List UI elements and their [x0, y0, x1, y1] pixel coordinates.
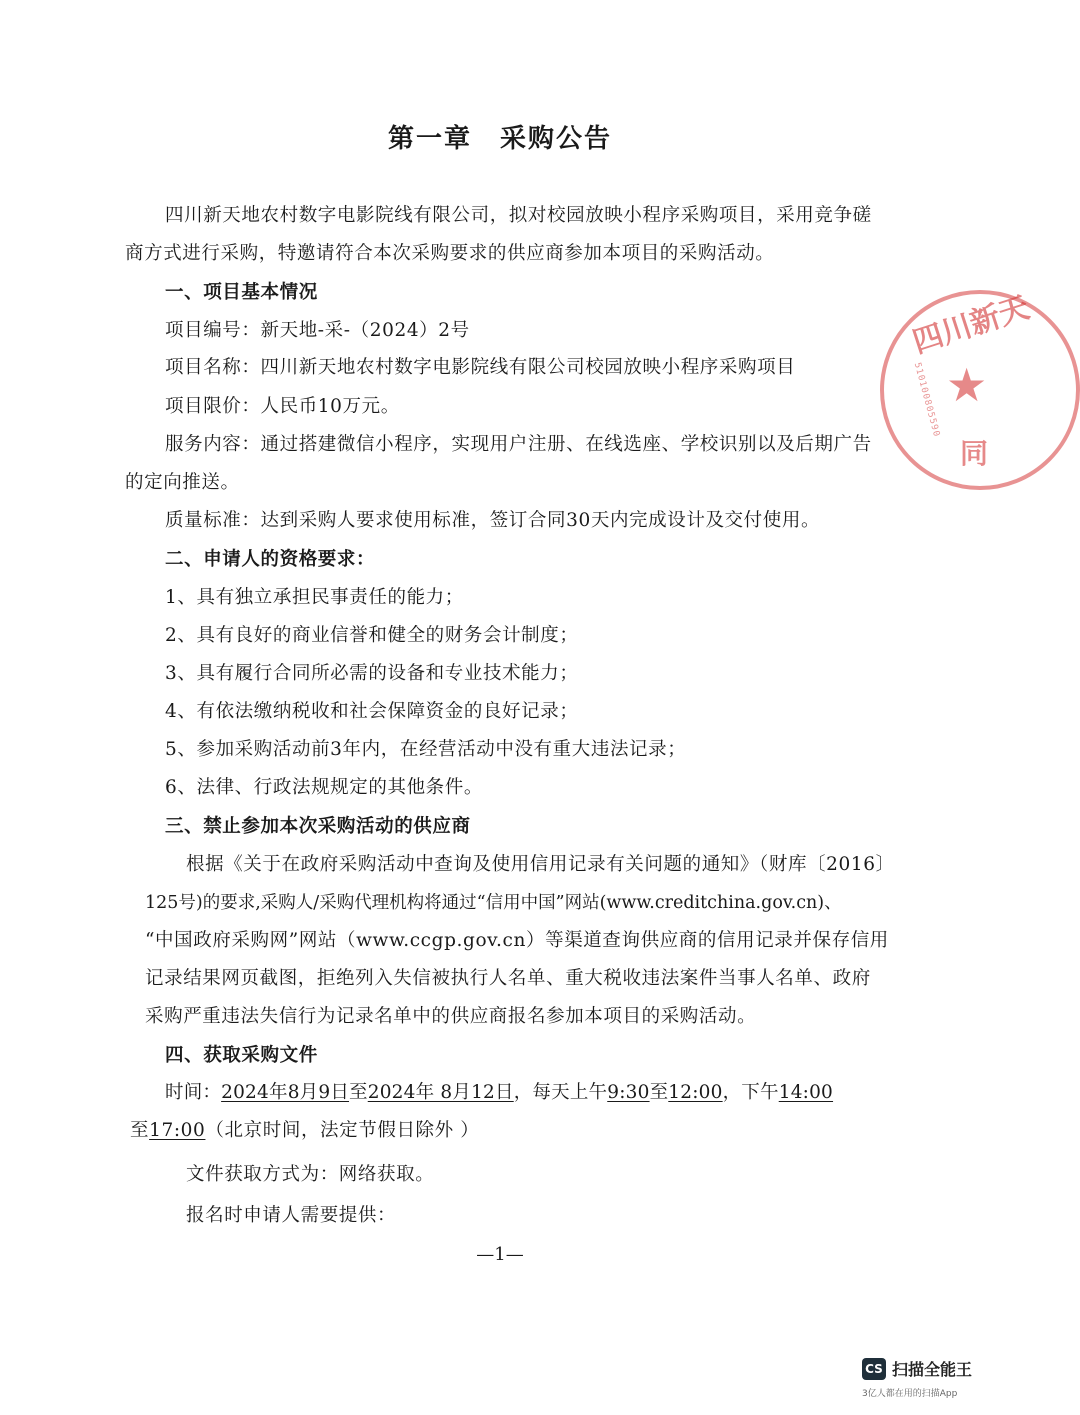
- pm-end: 17:00: [149, 1120, 206, 1141]
- quality-standard: 质量标准：达到采购人要求使用标准，签订合同30天内完成设计及交付使用。: [165, 510, 821, 531]
- camscanner-logo-icon: CS: [862, 1358, 886, 1380]
- seal-star-icon: ★: [946, 358, 988, 412]
- to-2: 至: [649, 1082, 669, 1103]
- date-start: 2024年8月9日: [221, 1082, 350, 1103]
- section-3-line-1: 根据《关于在政府采购活动中查询及使用信用记录有关问题的通知》（财库〔2016〕: [186, 854, 895, 875]
- section-2-heading: 二、申请人的资格要求：: [165, 549, 376, 570]
- to-3: 至: [130, 1120, 150, 1141]
- intro-line-2: 商方式进行采购，特邀请符合本次采购要求的供应商参加本项目的采购活动。: [125, 243, 775, 264]
- service-content-1: 服务内容：通过搭建微信小程序，实现用户注册、在线选座、学校识别以及后期广告: [165, 434, 872, 455]
- pm-label: ，下午: [722, 1082, 779, 1103]
- section-3-line-4: 记录结果网页截图，拒绝列入失信被执行人名单、重大税收违法案件当事人名单、政府: [145, 968, 871, 989]
- intro-line-1: 四川新天地农村数字电影院线有限公司，拟对校园放映小程序采购项目，采用竞争磋: [165, 205, 872, 226]
- watermark-subtitle: 3亿人都在用的扫描App: [862, 1389, 958, 1399]
- acquisition-method: 文件获取方式为：网络获取。: [186, 1164, 435, 1185]
- project-name: 项目名称：四川新天地农村数字电影院线有限公司校园放映小程序采购项目: [165, 357, 796, 378]
- section-4-heading: 四、获取采购文件: [165, 1045, 318, 1066]
- price-limit: 项目限价：人民币10万元。: [165, 396, 400, 417]
- watermark-brand: 扫描全能王: [892, 1360, 973, 1379]
- daily: ，每天上午: [513, 1082, 608, 1103]
- requirement-5: 5、参加采购活动前3年内，在经营活动中没有重大违法记录；: [165, 739, 687, 760]
- time-line: [165, 1080, 833, 1106]
- page-number: —1—: [476, 1244, 524, 1265]
- section-3-line-2: 125号)的要求,采购人/采购代理机构将通过“信用中国”网站(www.creditchina.gov.cn)、: [145, 893, 842, 913]
- section-1-heading: 一、项目基本情况: [165, 282, 318, 303]
- pm-start: 14:00: [778, 1082, 834, 1103]
- seal-text-top: 四川新天: [908, 290, 1034, 361]
- time-note: （北京时间，法定节假日除外 ）: [205, 1120, 480, 1141]
- section-3-heading: 三、禁止参加本次采购活动的供应商: [165, 816, 471, 837]
- section-3-line-3: “中国政府采购网”网站（www.ccgp.gov.cn）等渠道查询供应商的信用记录并保存信用: [145, 930, 889, 951]
- project-number: 项目编号：新天地-采-（2024）2号: [165, 320, 470, 341]
- date-end: 2024年 8月12日: [367, 1082, 514, 1103]
- am-start: 9:30: [607, 1082, 650, 1103]
- requirement-3: 3、具有履行合同所必需的设备和专业技术能力；: [165, 663, 579, 684]
- to-1: 至: [349, 1082, 368, 1103]
- requirement-6: 6、法律、行政法规规定的其他条件。: [165, 777, 483, 798]
- time-label: 时间：: [165, 1082, 222, 1103]
- am-end: 12:00: [668, 1082, 723, 1103]
- time-line-2: [130, 1118, 479, 1144]
- application-requirement: 报名时申请人需要提供：: [186, 1205, 397, 1226]
- requirement-1: 1、具有独立承担民事责任的能力；: [165, 587, 464, 608]
- requirement-4: 4、有依法缴纳税收和社会保障资金的良好记录；: [165, 701, 579, 722]
- scanner-watermark: [862, 1356, 994, 1412]
- seal-text-bottom: 同: [960, 437, 989, 470]
- seal-digits: 510100805590: [911, 361, 942, 439]
- section-3-line-5: 采购严重违法失信行为记录名单中的供应商报名参加本项目的采购活动。: [145, 1006, 757, 1027]
- chapter-title: 第一章 采购公告: [387, 124, 612, 154]
- service-content-2: 的定向推送。: [125, 472, 240, 493]
- requirement-2: 2、具有良好的商业信誉和健全的财务会计制度；: [165, 625, 579, 646]
